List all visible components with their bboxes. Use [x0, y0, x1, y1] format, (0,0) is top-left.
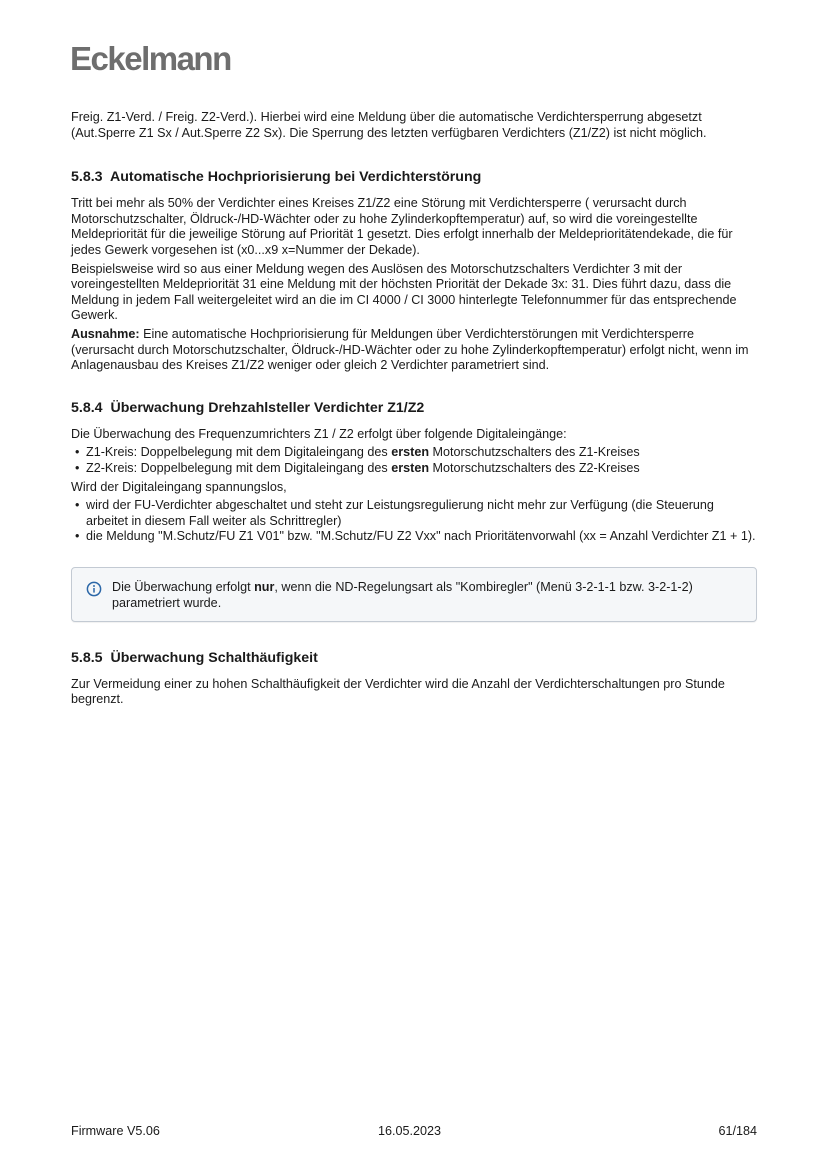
section-583-exception [71, 327, 757, 374]
intro-paragraph: Freig. Z1-Verd. / Freig. Z2-Verd.). Hierbei wird eine Meldung über die automatische Verdichtersperrung abgesetzt (Aut.Sperre Z1 Sx / Aut.Sperre Z2 Sx). Die Sperrung des letzten verfügbaren Verdichters (Z1/Z2) ist nicht möglich. [71, 110, 707, 140]
section-number: 5.8.3 [71, 169, 103, 186]
section-584-mid: Wird der Digitaleingang spannungslos, [71, 479, 287, 494]
section-number: 5.8.5 [71, 649, 103, 666]
footer-page-number: 61/184 [718, 1124, 757, 1138]
company-logo: Eckelmann [70, 40, 231, 77]
info-icon [86, 581, 102, 597]
section-584-intro: Die Überwachung des Frequenzumrichters Z1 / Z2 erfolgt über folgende Digitaleingänge: [71, 426, 567, 441]
consequence-list [71, 498, 757, 545]
exception-text: Eine automatische Hochpriorisierung für Meldungen über Verdichterstörungen mit Verdichtersperre (verursacht durch Motorschutzschalter, Öldruck-/HD-Wächter oder zu hohe Zylinderkopftemperatur) erfolgt nicht, wenn im Anlagenausbau des Kreises Z1/Z2 weniger oder gleich 2 Verdichter parametriert sind. [71, 326, 749, 373]
section-heading-583 [71, 169, 757, 186]
page-content [71, 110, 757, 711]
info-note [71, 567, 757, 622]
section-heading-585 [71, 650, 757, 667]
note-text: Die Überwachung erfolgt nur, wenn die ND-Regelungsart als "Kombiregler" (Menü 3-2-1-1 bzw. 3-2-1-2) parametriert wurde. [112, 579, 693, 610]
digital-input-list [71, 445, 757, 476]
section-583-paragraph-1: Tritt bei mehr als 50% der Verdichter eines Kreises Z1/Z2 eine Störung mit Verdichtersperre ( verursacht durch Motorschutzschalter, Öldruck-/HD-Wächter oder zu hohe Zylinderkopftemperatur) auf, so wird die voreingestellte Meldepriorität für die jeweilige Störung auf Priorität 1 gesetzt. Dies erfolgt innerhalb der Meldeprioritätendekade, die für jedes Gewerk vorgesehen ist (x0...x9 x=Nummer der Dekade). [71, 196, 733, 257]
section-title: Überwachung Schalthäufigkeit [110, 649, 318, 666]
list-item: • die Meldung "M.Schutz/FU Z1 V01" bzw. "M.Schutz/FU Z2 Vxx" nach Prioritätenvorwahl (xx = Anzahl Verdichter Z1 + 1). [71, 529, 757, 545]
exception-label: Ausnahme: [71, 326, 140, 341]
list-item: • wird der FU-Verdichter abgeschaltet und steht zur Leistungsregulierung nicht mehr zur Verfügung (die Steuerung arbeitet in diesem Fall weiter als Schrittregler) [71, 498, 757, 529]
section-heading-584 [71, 400, 757, 417]
list-item: • Z1-Kreis: Doppelbelegung mit dem Digitaleingang des ersten Motorschutzschalters des Z1-Kreises [71, 445, 757, 461]
section-title: Automatische Hochpriorisierung bei Verdichterstörung [109, 169, 482, 186]
list-item: • Z2-Kreis: Doppelbelegung mit dem Digitaleingang des ersten Motorschutzschalters des Z2-Kreises [71, 461, 757, 477]
section-number: 5.8.4 [71, 399, 103, 416]
footer-firmware: Firmware V5.06 [71, 1124, 160, 1138]
footer-date: 16.05.2023 [378, 1124, 442, 1138]
section-585-paragraph: Zur Vermeidung einer zu hohen Schalthäufigkeit der Verdichter wird die Anzahl der Verdichterschaltungen pro Stunde begrenzt. [71, 676, 725, 707]
section-583-paragraph-2: Beispielsweise wird so aus einer Meldung wegen des Auslösen des Motorschutzschalters Verdichter 3 mit der voreingestellten Meldepriorität 31 eine Meldung mit der höchsten Priorität der Dekade 3x: 31. Dies führt dazu, dass die Meldung in jedem Fall weitergeleitet wird an die im CI 4000 / CI 3000 hinterlegte Telefonnummer für das entsprechende Gewerk. [71, 261, 737, 323]
section-title: Überwachung Drehzahlsteller Verdichter Z1/Z2 [110, 399, 425, 416]
